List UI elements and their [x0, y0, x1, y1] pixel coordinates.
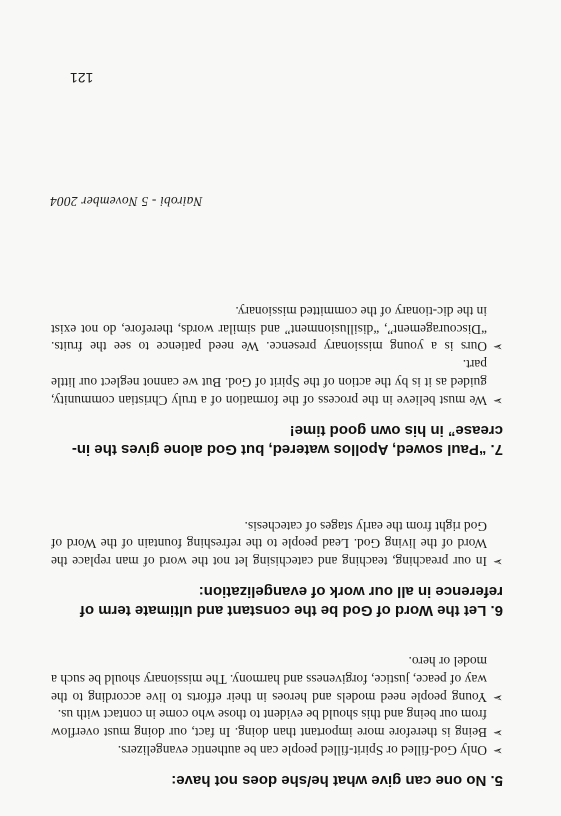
list-item — [51, 517, 503, 570]
list-item — [51, 355, 503, 408]
list-item-text: In our preaching, teaching and catechising let not the word of man replace the Word of the living God. Lead people to the refreshing fountain of the Word of God right from the early stages of catechesis. — [51, 518, 487, 570]
section-6-list — [51, 517, 503, 570]
arrow-bullet-icon: ➢ — [492, 555, 503, 570]
place-date-signature: Nairobi - 5 November 2004 — [50, 194, 203, 209]
page-content — [51, 302, 503, 790]
page-number: 121 — [70, 70, 94, 86]
arrow-bullet-icon: ➢ — [492, 744, 503, 758]
list-item-text: Being is therefore more important than doing. In fact, our doing must overflow from our being and this should be evident to those who come in contact with us. — [51, 707, 487, 741]
section-5 — [51, 652, 503, 790]
list-item-text: Young people need models and heroes in their efforts to live according to the way of peace, justice, forgiveness and harmony. The missionary should be such a model or hero. — [51, 654, 487, 705]
list-item — [51, 302, 503, 355]
arrow-bullet-icon: ➢ — [492, 340, 503, 355]
list-item — [51, 652, 503, 705]
section-6-heading: 6. Let the Word of God be the constant and ultimate term of reference in all our work of evangelization: — [79, 583, 503, 620]
section-6 — [51, 517, 503, 620]
section-5-list — [51, 652, 503, 759]
arrow-bullet-icon: ➢ — [492, 690, 503, 705]
list-item-text: We must believe in the process of the formation of a truly Christian community, guided as it is by the action of the Spirit of God. But we cannot neglect our little part. — [51, 357, 487, 408]
section-7-list — [51, 302, 503, 409]
arrow-bullet-icon: ➢ — [492, 726, 503, 741]
arrow-bullet-icon: ➢ — [492, 393, 503, 408]
section-7-heading: 7. “Paul sowed, Apollos watered, but God alone gives the in-crease” in his own good time! — [71, 421, 503, 458]
list-item-text: Ours is a young missionary presence. We need patience to see the fruits. “Discouragement”, “disillusionment” and similar words, therefore, do not exist in the dic-tionary of the committed missionary. — [51, 303, 487, 355]
section-5-heading: 5. No one can give what he/she does not have: — [171, 772, 503, 789]
list-item-text: Only God-filled or Spirit-filled people can be authentic evangelizers. — [117, 743, 487, 758]
section-7 — [51, 302, 503, 459]
list-item — [51, 706, 503, 742]
list-item — [51, 741, 503, 759]
